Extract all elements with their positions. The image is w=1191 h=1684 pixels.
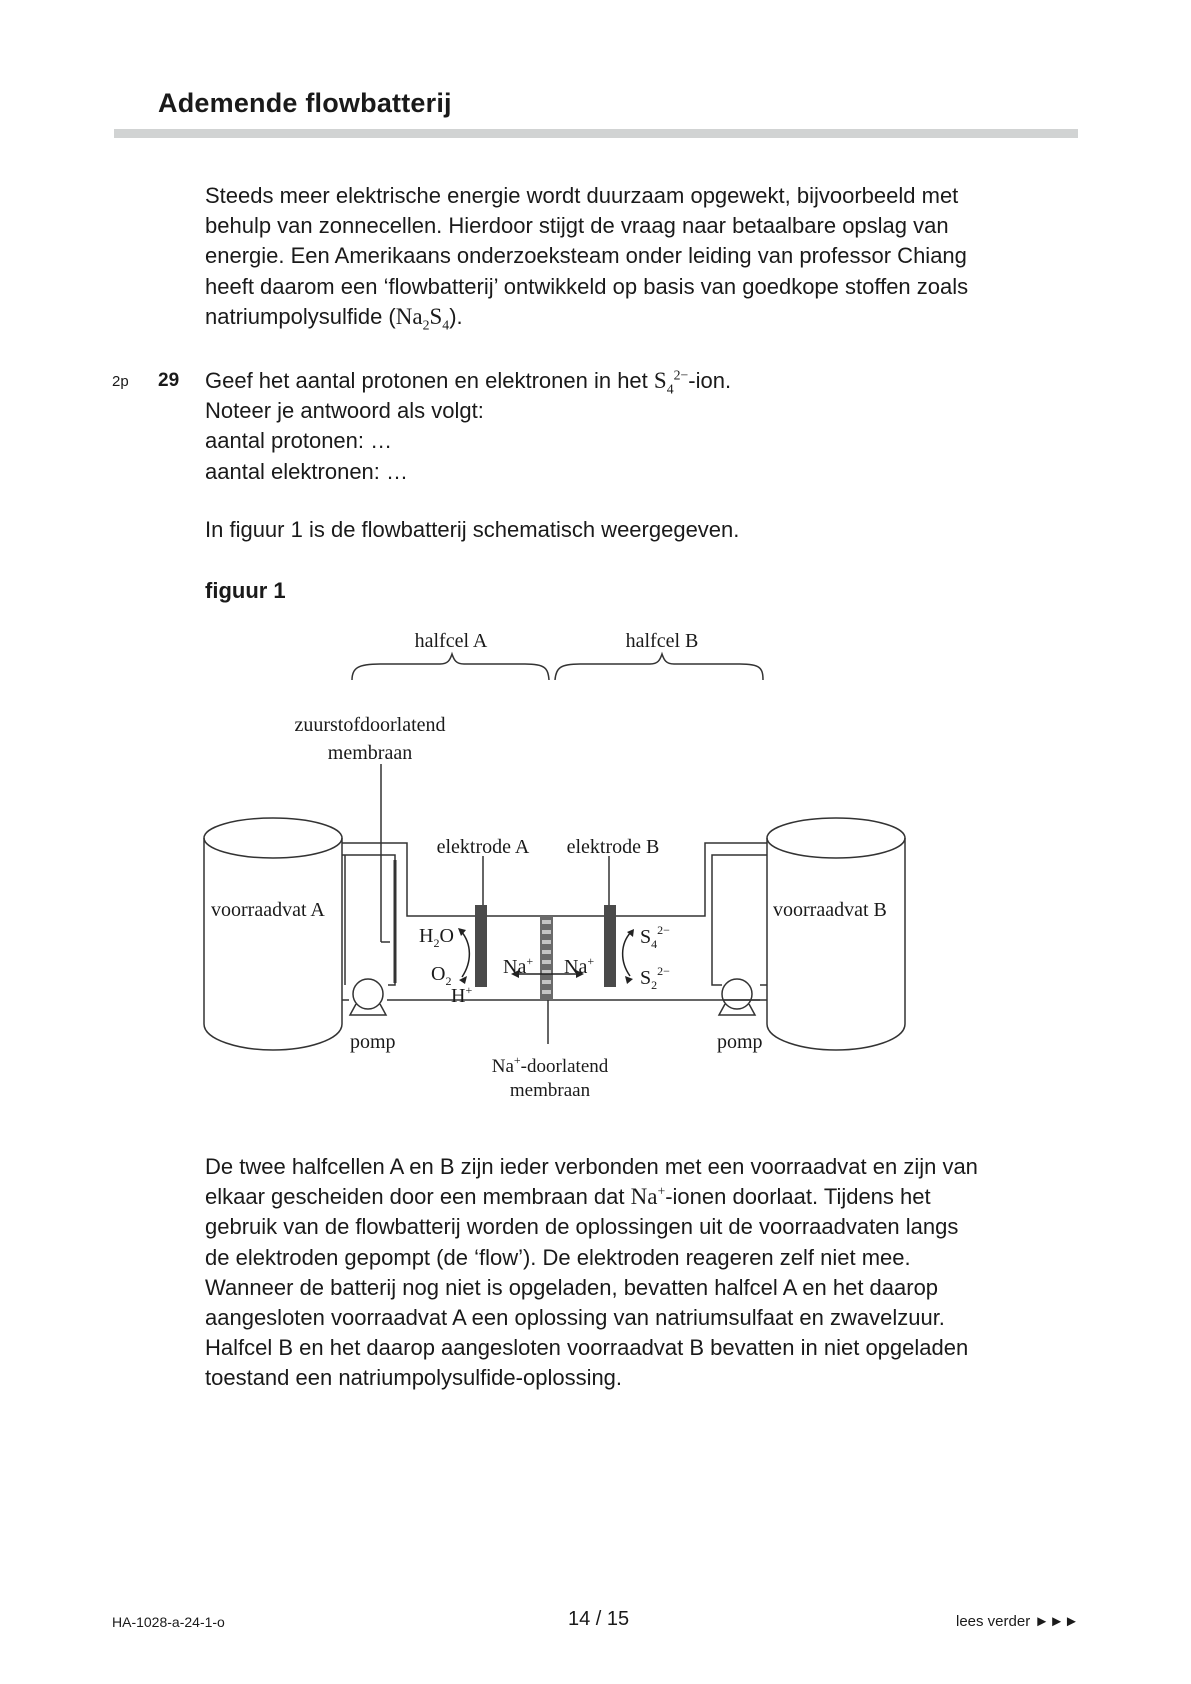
brace-halfcel-b — [555, 654, 763, 680]
pump-b-icon — [722, 979, 752, 1009]
species-s4: $S_4^{2-}$ — [640, 923, 670, 951]
ion-s4: $S_4^{2-}$ — [653, 367, 689, 397]
electrode-a — [475, 905, 487, 987]
species-h-plus: H+ — [451, 983, 473, 1007]
label-pump-a: pomp — [350, 1031, 396, 1053]
question-text: Geef het aantal protonen en elektronen in het $S_4^{2-}$-ion. Noteer je antwoord als volgt: aantal protonen: … aantal elektronen: … — [205, 367, 732, 484]
label-halfcel-a: halfcel A — [414, 630, 488, 652]
intro-line: behulp van zonnecellen. Hierdoor stijgt de vraag naar betaalbare opslag van — [205, 213, 949, 239]
species-h2o: $H_2O$ — [419, 925, 454, 950]
species-na-right: Na+ — [564, 954, 595, 978]
figure-intro: In figuur 1 is de flowbatterij schematisch weergegeven. — [205, 517, 740, 542]
label-oxygen-membrane: zuurstofdoorlatend — [294, 714, 446, 736]
body-paragraph: De twee halfcellen A en B zijn ieder verbonden met een voorraadvat en zijn van elkaar gescheiden door een membraan dat Na+-ionen doorlaat. Tijdens het gebruik van de flowbatterij worden de oplossingen uit de voorraadvaten langs de elektroden gepompt (de ‘flow’). De elektroden reageren zelf niet mee. Wanneer de batterij nog niet is opgeladen, bevatten halfcel A en het daarop aangesloten voorraadvat A een oplossing van natriumsulfaat en zwavelzuur. Halfcel B en het daarop aangesloten voorraadvat B bevatten in niet opgeladen toestand een natriumpolysulfide-oplossing. — [205, 1154, 978, 1391]
label-na-membrane-2: membraan — [509, 1080, 591, 1100]
question-points: 2p — [112, 373, 129, 390]
species-na-left: Na+ — [503, 954, 534, 978]
continue-link: lees verder ►►► — [956, 1613, 1079, 1630]
label-halfcel-b: halfcel B — [625, 630, 699, 652]
brace-halfcel-a — [352, 654, 549, 680]
species-o2: $O_2$ — [431, 963, 452, 988]
label-tank-b: voorraadvat B — [773, 899, 887, 921]
question-number: 29 — [158, 370, 180, 391]
species-s2: $S_2^{2-}$ — [640, 964, 670, 992]
figure-label: figuur 1 — [205, 578, 286, 603]
label-na-membrane: Na+-doorlatend — [491, 1053, 609, 1077]
na-membrane — [540, 916, 553, 1000]
page-number: 14 / 15 — [568, 1608, 630, 1630]
intro-line: energie. Een Amerikaans onderzoeksteam onder leiding van professor Chiang — [205, 243, 967, 269]
label-oxygen-membrane-2: membraan — [327, 742, 413, 764]
label-tank-a: voorraadvat A — [211, 899, 325, 921]
intro-line: natriumpolysulfide $(Na_2S_4)$. — [205, 303, 463, 333]
label-electrode-b: elektrode B — [566, 836, 660, 858]
intro-line: heeft daarom een ‘flowbatterij’ ontwikkeld op basis van goedkope stoffen zoals — [205, 273, 969, 299]
intro-line: Steeds meer elektrische energie wordt duurzaam opgewekt, bijvoorbeeld met — [205, 183, 959, 208]
flow-battery-diagram — [195, 620, 925, 1100]
pump-a-icon — [353, 979, 383, 1009]
title-divider — [114, 129, 1078, 138]
ion-na: Na+ — [630, 1183, 666, 1210]
page-title: Ademende flowbatterij — [158, 88, 452, 118]
label-pump-b: pomp — [717, 1031, 763, 1053]
electrode-b — [604, 905, 616, 987]
label-electrode-a: elektrode A — [436, 836, 530, 858]
formula-na2s4: $Na_2S_4$ — [395, 303, 450, 333]
intro-paragraph — [205, 181, 968, 332]
exam-code: HA-1028-a-24-1-o — [112, 1614, 225, 1630]
